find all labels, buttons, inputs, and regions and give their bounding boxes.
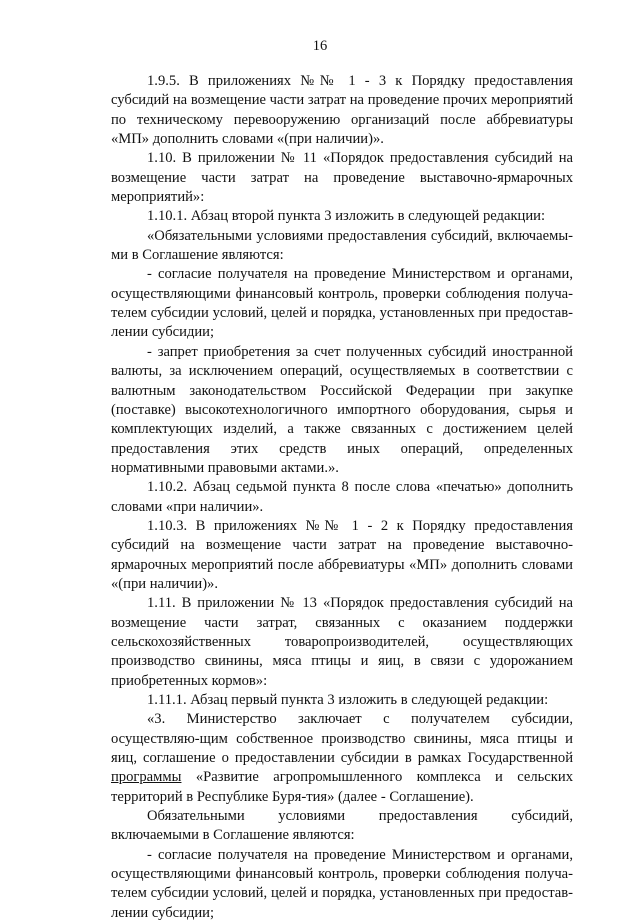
paragraph-1-10-3: 1.10.3. В приложениях №№ 1 - 2 к Порядку предоставления субсидий на возмещение части затрат на проведение выставочно-ярмарочных мероприятий после аббревиатуры «МП» дополнить словами «(при наличии)». [111,517,573,592]
paragraph-conditions-2: Обязательными условиями предоставления субсидий, включаемыми в Соглашение являются: [111,808,573,844]
program-link[interactable]: программы [111,769,182,786]
paragraph-1-9-5: 1.9.5. В приложениях №№ 1 - 3 к Порядку предоставления субсидий на возмещение части затрат на проведение прочих мероприятий по техническому перевооружению организаций после аббревиатуры «МП» дополнить словами «(при наличии)». [111,73,573,148]
paragraph-1-10-2: 1.10.2. Абзац седьмой пункта 8 после слова «печатью» дополнить словами «при наличии». [111,479,573,515]
paragraph-quote-conditions: «Обязательными условиями предоставления субсидий, включаемы-ми в Соглашение являются: [111,227,573,264]
document-body [111,72,573,923]
paragraph-consent: - согласие получателя на проведение Министерством и органами, осуществляющими финансовый контроль, проверки соблюдения получа-телем субсидии условий, целей и порядка, установленных при предостав-лении субсидии; [111,266,573,341]
paragraph-1-11: 1.11. В приложении № 13 «Порядок предоставления субсидий на возмещение части затрат, связанных с оказанием поддержки сельскохозяйственных товаропроизводителей, осуществляющих производство свинины, мяса птицы и яиц, в связи с удорожанием приобретенных кормов»: [111,595,573,689]
paragraph-ministry-agreement [111,710,573,807]
page-number: 16 [312,38,328,54]
agreement-text-after: «Развитие агропромышленного комплекса и сельских территорий в Республике Буря-тия» (далее - Соглашение). [111,769,573,805]
paragraph-consent-2: - согласие получателя на проведение Министерством и органами, осуществляющими финансовый контроль, проверки соблюдения получа-телем субсидии условий, целей и порядка, установленных при предостав-лении субсидии; [111,846,573,921]
paragraph-1-11-1: 1.11.1. Абзац первый пункта 3 изложить в следующей редакции: [147,692,549,708]
paragraph-currency-ban: - запрет приобретения за счет полученных субсидий иностранной валюты, за исключением операций, осуществляемых в соответствии с валютным законодательством Российской Федерации при закупке (поставке) высокотехнологичного импортного оборудования, сырья и комплектующих изделий, а также связанных с достижением целей предоставления этих средств иных операций, определенных нормативными правовыми актами.». [111,343,573,476]
paragraph-1-10-1: 1.10.1. Абзац второй пункта 3 изложить в следующей редакции: [147,208,546,225]
paragraph-1-10: 1.10. В приложении № 11 «Порядок предоставления субсидий на возмещение части затрат на проведение выставочно-ярмарочных мероприятий»: [111,150,573,206]
agreement-text-before: «3. Министерство заключает с получателем субсидии, осуществляю-щим собственное производство свинины, мяса птицы и яиц, соглашение о предоставлении субсидии в рамках Государственной [111,711,573,767]
